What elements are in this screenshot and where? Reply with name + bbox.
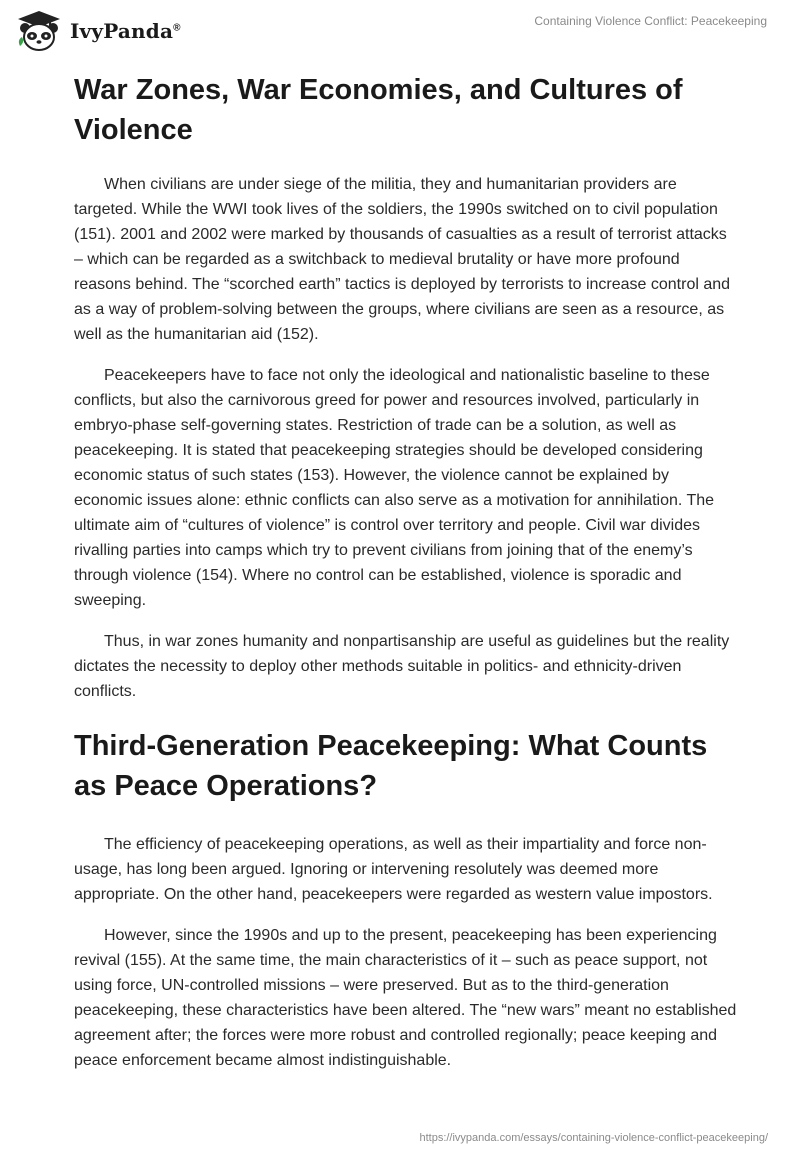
paragraph: However, since the 1990s and up to the present, peacekeeping has been experiencing revival (155). At the same time, the main characteristics of it – such as peace support, not using force, UN-controlled missions – were preserved. But as to the third-generation peacekeeping, these characteristics have been altered. The “new wars” meant no established agreement after; the forces were more robust and controlled regionally; peace keeping and peace enforcement became almost indistinguishable. — [74, 927, 737, 1069]
trademark: ® — [173, 22, 181, 34]
document-title: Containing Violence Conflict: Peacekeeping — [534, 14, 767, 28]
paragraph: The efficiency of peacekeeping operations, as well as their impartiality and force non-usage, has long been argued. Ignoring or intervening resolutely was deemed more appropriate. On the other hand, peacekeepers were regarded as western value impostors. — [74, 836, 713, 903]
page-header — [0, 0, 800, 62]
essay-content — [74, 70, 738, 1073]
source-url[interactable]: https://ivypanda.com/essays/containing-violence-conflict-peacekeeping/ — [419, 1132, 768, 1144]
brand-name — [70, 19, 181, 43]
paragraph: When civilians are under siege of the militia, they and humanitarian providers are targeted. While the WWI took lives of the soldiers, the 1990s switched on to civil population (151). 2001 and 2002 were marked by thousands of casualties as a result of terrorist attacks – which can be regarded as a switchback to medieval brutality or have more profound reasons behind. The “scorched earth” tactics is deployed by terrorists to increase control and as a way of problem-solving between the groups, where civilians are seen as a resource, as well as the humanitarian aid (152). — [74, 176, 731, 343]
paragraph: Thus, in war zones humanity and nonpartisanship are useful as guidelines but the reality dictates the necessity to deploy other methods suitable in politics- and ethnicity-driven conflicts. — [74, 633, 730, 700]
panda-graduate-icon — [16, 10, 62, 52]
paragraph: Peacekeepers have to face not only the ideological and nationalistic baseline to these conflicts, but also the carnivorous greed for power and resources involved, particularly in embryo-phase self-governing states. Restriction of trade can be a solution, as well as peacekeeping. It is stated that peacekeeping strategies should be developed considering economic status of such states (153). However, the violence cannot be explained by economic issues alone: ethnic conflicts can also serve as a motivation for annihilation. The ultimate aim of “cultures of violence” is control over territory and people. Civil war divides rivalling parties into camps which try to prevent civilians from joining that of the enemy’s through violence (154). Where no control can be established, violence is sporadic and sweeping. — [74, 367, 715, 609]
section-heading: Third-Generation Peacekeeping: What Counts as Peace Operations? — [74, 730, 708, 802]
section-heading: War Zones, War Economies, and Cultures of Violence — [74, 74, 683, 146]
brand-text: IvyPanda — [70, 19, 174, 43]
logo[interactable] — [16, 8, 181, 54]
